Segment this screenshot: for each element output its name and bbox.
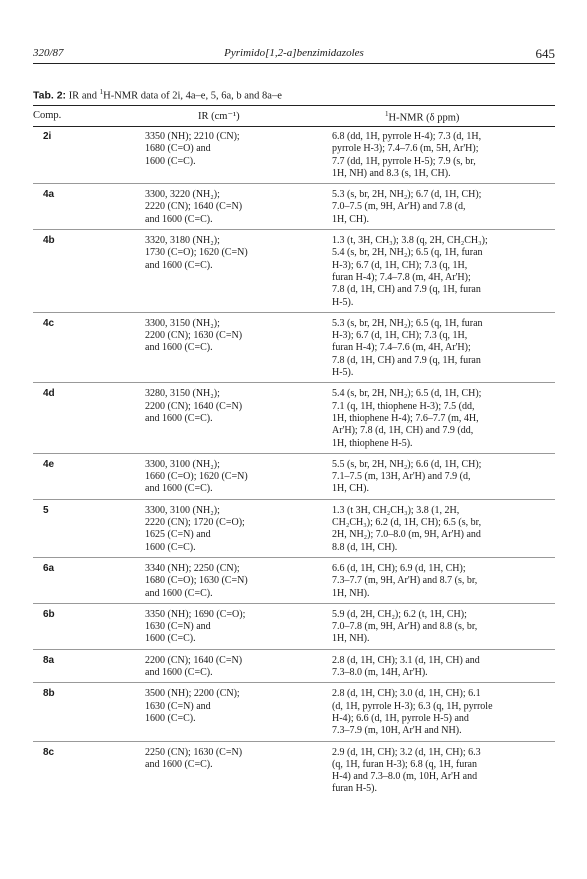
nmr-line: pyrrole H-3); 7.4–7.6 (m, 5H, Ar'H); (332, 143, 479, 155)
ir-line: 1600 (C=C). (145, 541, 196, 553)
nmr-line: Ar'H); 7.8 (d, 1H, CH) and 7.9 (dd, (332, 425, 474, 437)
nmr-line: 7.8 (d, 1H, CH) and 7.9 (q, 1H, furan (332, 354, 481, 366)
table-caption-text-a: IR and (68, 90, 100, 102)
nmr-data (332, 189, 555, 226)
row-divider (33, 312, 555, 313)
ir-line: 3350 (NH); 2210 (CN); (145, 131, 240, 142)
column-header-ir: IR (cm⁻¹) (198, 111, 240, 122)
compound-id: 4c (43, 317, 55, 329)
nmr-line: 6.6 (d, 1H, CH); 6.9 (d, 1H, CH); (332, 563, 466, 574)
nmr-line: 5.5 (s, br, 2H, NH₂); 6.6 (d, 1H, CH); (332, 458, 482, 470)
ir-data (145, 235, 330, 272)
ir-line: and 1600 (C=C). (145, 667, 213, 679)
nmr-line: 7.7 (dd, 1H, pyrrole H-5); 7.9 (s, br, (332, 155, 476, 167)
nmr-line: 7.8 (d, 1H, CH) and 7.9 (q, 1H, furan (332, 284, 481, 296)
compound-id: 4e (43, 458, 55, 470)
nmr-line: CH₂CH₃); 6.2 (d, 1H, CH); 6.5 (s, br, (332, 517, 482, 529)
nmr-line: 7.3–8.0 (m, 14H, Ar'H). (332, 667, 428, 679)
ir-data (145, 189, 330, 226)
nmr-line: 6.8 (dd, 1H, pyrrole H-4); 7.3 (d, 1H, (332, 131, 482, 142)
compound-id: 4b (43, 235, 55, 247)
ir-line: 3280, 3150 (NH₂); (145, 388, 220, 400)
nmr-line: 1.3 (t, 3H, CH₃); 3.8 (q, 2H, CH₂CH₃); (332, 235, 488, 247)
page-number: 645 (535, 46, 555, 61)
ir-line: 1600 (C=C). (145, 155, 196, 167)
nmr-line: 1H, CH). (332, 483, 369, 495)
ir-line: and 1600 (C=C). (145, 259, 213, 271)
ir-line: 3300, 3100 (NH₂); (145, 458, 220, 470)
nmr-line: furan H-4); 7.4–7.6 (m, 4H, Ar'H); (332, 342, 471, 354)
ir-data (145, 505, 330, 554)
ir-data (145, 459, 330, 496)
nmr-line: 1H, CH). (332, 213, 369, 225)
nmr-line: H-5). (332, 296, 354, 308)
table-caption-label: Tab. 2: (33, 89, 67, 102)
ir-line: 2200 (CN); 1630 (C=N) (145, 330, 243, 342)
row-divider (33, 499, 555, 500)
nmr-line: 1H, NH) and 8.3 (s, 1H, CH). (332, 167, 451, 179)
ir-line: 2200 (CN); 1640 (C=N) (145, 654, 243, 666)
column-header-nmr-sup: 1 (385, 110, 389, 118)
compound-id: 2i (43, 131, 52, 142)
compound-id: 5 (43, 504, 49, 516)
ir-line: 3350 (NH); 1690 (C=O); (145, 608, 246, 620)
nmr-line: 1H, NH). (332, 633, 370, 645)
ir-line: 2220 (CN); 1640 (C=N) (145, 201, 243, 213)
column-header-nmr (385, 110, 459, 124)
nmr-line: 2.8 (d, 1H, CH); 3.0 (d, 1H, CH); 6.1 (332, 688, 481, 700)
ir-line: 2200 (CN); 1640 (C=N) (145, 400, 243, 412)
ir-line: 1600 (C=C). (145, 712, 196, 724)
nmr-data (332, 388, 555, 449)
nmr-data (332, 655, 555, 680)
nmr-line: H-3); 6.7 (d, 1H, CH); 7.3 (q, 1H, (332, 259, 468, 271)
ir-data (145, 688, 330, 725)
row-divider (33, 741, 555, 742)
running-header (33, 47, 555, 63)
nmr-data (332, 318, 555, 379)
ir-line: and 1600 (C=C). (145, 213, 213, 225)
nmr-data (332, 131, 555, 180)
table-caption-text-b: H-NMR data of 2i, 4a–e, 5, 6a, b and 8a–e (103, 90, 282, 102)
running-title: Pyrimido[1,2-a]benzimidazoles (224, 47, 364, 59)
ir-data (145, 609, 330, 646)
nmr-line: 5.3 (s, br, 2H, NH₂); 6.7 (d, 1H, CH); (332, 189, 482, 201)
compound-id: 6a (43, 563, 55, 574)
ir-line: 1680 (C=O); 1630 (C=N) (145, 575, 248, 587)
ir-line: and 1600 (C=C). (145, 412, 213, 424)
row-divider (33, 453, 555, 454)
nmr-line: furan H-5). (332, 783, 377, 795)
nmr-data (332, 747, 555, 796)
compound-id: 8b (43, 688, 55, 700)
nmr-data (332, 235, 555, 309)
nmr-line: 2H, NH₂); 7.0–8.0 (m, 9H, Ar'H) and (332, 529, 481, 541)
nmr-data (332, 609, 555, 646)
ir-line: 1660 (C=O); 1620 (C=N) (145, 471, 248, 483)
ir-data (145, 747, 330, 772)
ir-line: 3320, 3180 (NH₂); (145, 235, 220, 247)
compound-id: 4a (43, 189, 55, 201)
row-divider (33, 229, 555, 230)
ir-data (145, 563, 330, 600)
nmr-line: 5.9 (d, 2H, CH₂); 6.2 (t, 1H, CH); (332, 608, 467, 620)
nmr-data (332, 688, 555, 737)
nmr-line: H-3); 6.7 (d, 1H, CH); 7.3 (q, 1H, (332, 330, 468, 342)
table-header-rule (33, 126, 555, 127)
ir-data (145, 318, 330, 355)
table-caption (33, 88, 282, 102)
nmr-line: 1H, thiophene H-4); 7.6–7.7 (m, 4H, (332, 412, 479, 424)
ir-line: 1625 (C=N) and (145, 529, 211, 541)
ir-line: 1630 (C=N) and (145, 621, 211, 633)
ir-line: and 1600 (C=C). (145, 758, 213, 770)
table-top-rule (33, 105, 555, 106)
nmr-line: H-4); 6.6 (d, 1H, pyrrole H-5) and (332, 712, 469, 724)
ir-line: 2220 (CN); 1720 (C=O); (145, 517, 245, 529)
compound-id: 4d (43, 388, 55, 400)
row-divider (33, 382, 555, 383)
nmr-line: 7.0–7.8 (m, 9H, Ar'H) and 8.8 (s, br, (332, 621, 478, 633)
compound-id: 8c (43, 746, 55, 758)
nmr-line: 7.3–7.9 (m, 10H, Ar'H and NH). (332, 725, 462, 737)
nmr-line: 2.8 (d, 1H, CH); 3.1 (d, 1H, CH) and (332, 654, 480, 666)
row-divider (33, 557, 555, 558)
nmr-line: (d, 1H, pyrrole H-3); 6.3 (q, 1H, pyrrole (332, 700, 493, 712)
nmr-line: 7.1 (q, 1H, thiophene H-3); 7.5 (dd, (332, 400, 475, 412)
ir-line: 1600 (C=C). (145, 633, 196, 645)
compound-id: 8a (43, 654, 55, 666)
ir-line: 1630 (C=N) and (145, 700, 211, 712)
ir-line: 1730 (C=O); 1620 (C=N) (145, 247, 248, 259)
nmr-line: furan H-4); 7.4–7.8 (m, 4H, Ar'H); (332, 271, 471, 283)
compound-id: 6b (43, 608, 55, 620)
journal-reference: 320/87 (33, 47, 64, 59)
ir-line: and 1600 (C=C). (145, 587, 213, 599)
nmr-data (332, 563, 555, 600)
ir-line: 2250 (CN); 1630 (C=N) (145, 746, 243, 758)
ir-line: 3500 (NH); 2200 (CN); (145, 688, 240, 700)
nmr-line: 7.1–7.5 (m, 13H, Ar'H) and 7.9 (d, (332, 471, 471, 483)
nmr-line: 5.4 (s, br, 2H, NH₂); 6.5 (d, 1H, CH); (332, 388, 482, 400)
column-header-nmr-text: H-NMR (δ ppm) (388, 112, 460, 124)
nmr-line: 7.0–7.5 (m, 9H, Ar'H) and 7.8 (d, (332, 201, 466, 213)
nmr-line: 8.8 (d, 1H, CH). (332, 541, 398, 553)
nmr-line: (q, 1H, furan H-3); 6.8 (q, 1H, furan (332, 758, 477, 770)
ir-line: and 1600 (C=C). (145, 342, 213, 354)
nmr-line: H-5). (332, 367, 354, 379)
header-rule (33, 63, 555, 64)
ir-line: 3300, 3150 (NH₂); (145, 317, 220, 329)
nmr-line: 2.9 (d, 1H, CH); 3.2 (d, 1H, CH); 6.3 (332, 746, 481, 758)
table-caption-sup: 1 (99, 88, 104, 96)
nmr-data (332, 459, 555, 496)
ir-line: 3300, 3100 (NH₂); (145, 504, 220, 516)
ir-line: and 1600 (C=C). (145, 483, 213, 495)
nmr-line: 1H, NH). (332, 587, 370, 599)
ir-line: 3300, 3220 (NH₂); (145, 189, 220, 201)
ir-data (145, 388, 330, 425)
ir-data (145, 655, 330, 680)
nmr-line: 1.3 (t 3H, CH₂CH₃); 3.8 (1, 2H, (332, 504, 460, 516)
column-header-comp: Comp. (33, 110, 62, 121)
row-divider (33, 603, 555, 604)
nmr-line: 5.4 (s, br, 2H, NH₂); 6.5 (q, 1H, furan (332, 247, 483, 259)
nmr-line: 7.3–7.7 (m, 9H, Ar'H) and 8.7 (s, br, (332, 575, 478, 587)
nmr-data (332, 505, 555, 554)
nmr-line: H-4) and 7.3–8.0 (m, 10H, Ar'H and (332, 771, 478, 783)
row-divider (33, 682, 555, 683)
row-divider (33, 183, 555, 184)
nmr-line: 5.3 (s, br, 2H, NH₂); 6.5 (q, 1H, furan (332, 317, 483, 329)
row-divider (33, 649, 555, 650)
nmr-line: 1H, thiophene H-5). (332, 437, 413, 449)
ir-data (145, 131, 330, 168)
ir-line: 3340 (NH); 2250 (CN); (145, 563, 240, 574)
ir-line: 1680 (C=O) and (145, 143, 211, 155)
